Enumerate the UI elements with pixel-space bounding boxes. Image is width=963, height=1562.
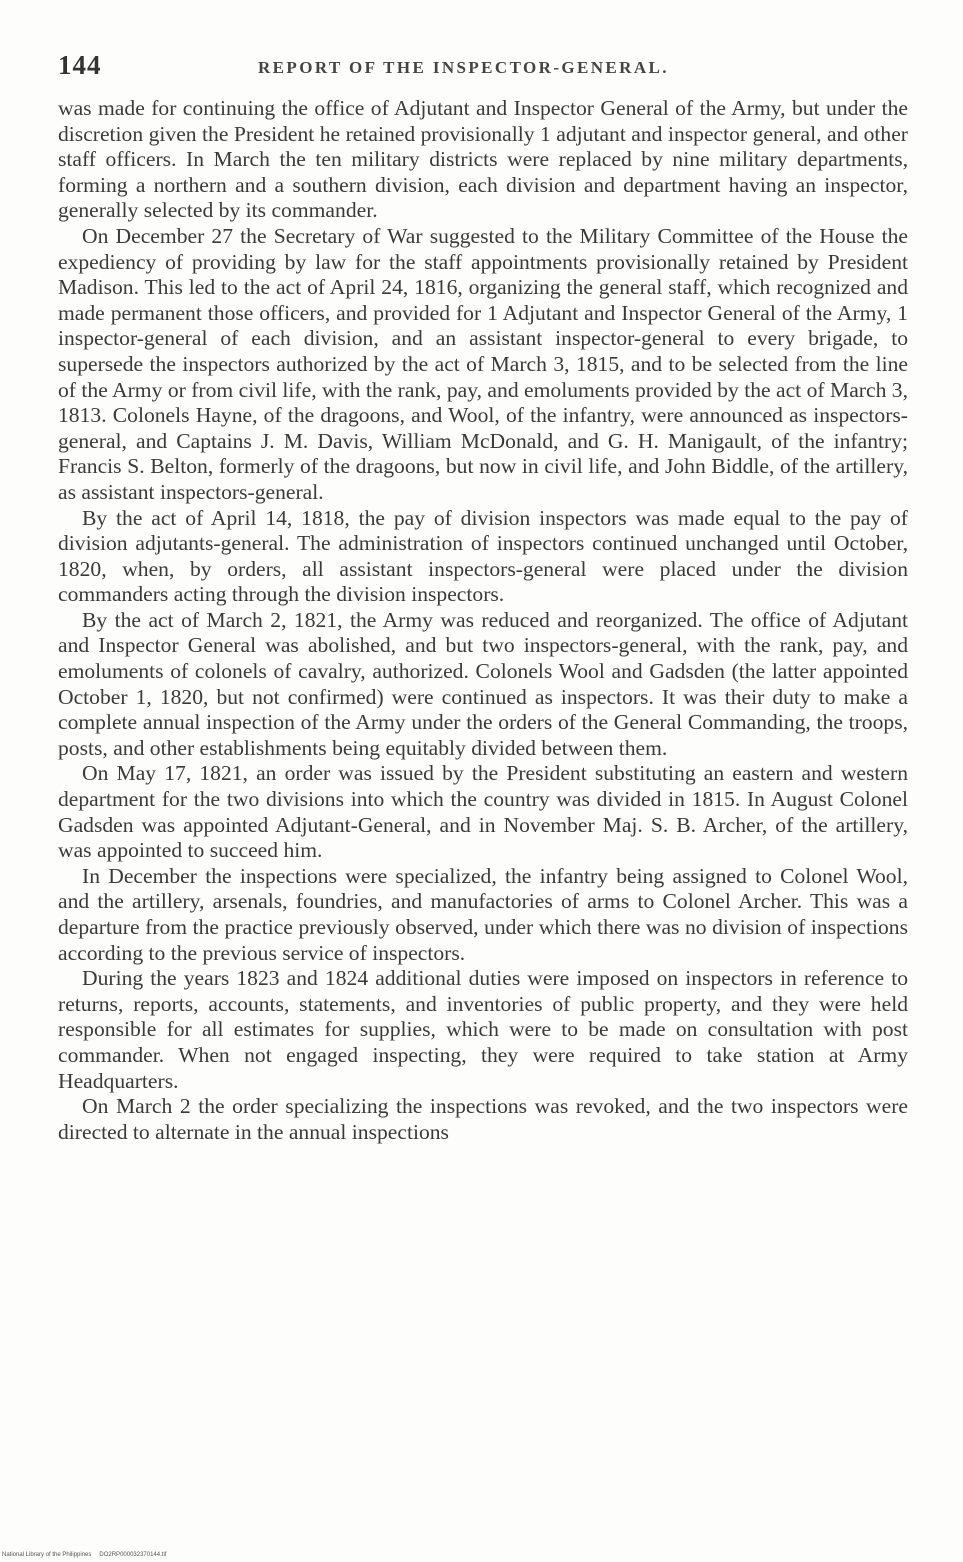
paragraph: On May 17, 1821, an order was issued by the President substituting an eastern and western department for the two divisions into which the country was divided in 1815. In August Colonel Gadsden was appointed Adjutant-General, and in November Maj. S. B. Archer, of the artillery, was appointed to succeed him. — [58, 761, 908, 863]
body-text — [58, 96, 908, 1145]
paragraph: By the act of April 14, 1818, the pay of division inspectors was made equal to the pay of division adjutants-general. The administration of inspectors continued unchanged until October, 1820, when, by orders, all assistant inspectors-general were placed under the division commanders acting through the division inspectors. — [58, 505, 908, 607]
page-number: 144 — [58, 50, 102, 80]
paragraph: was made for continuing the office of Adjutant and Inspector General of the Army, but under the discretion given the President he retained provisionally 1 adjutant and inspector general, and other staff officers. In March the ten military districts were replaced by nine military departments, forming a northern and a southern division, each division and department having an inspector, generally selected by its commander. — [58, 96, 908, 223]
paragraph: In December the inspections were specialized, the infantry being assigned to Colonel Wool, and the artillery, arsenals, foundries, and manufactories of arms to Colonel Archer. This was a departure from the practice previously observed, under which there was no division of inspections according to the previous service of inspectors. — [58, 863, 908, 965]
scan-footer — [2, 1551, 166, 1559]
library-credit: National Library of the Philippines — [2, 1552, 92, 1558]
page-header — [58, 50, 908, 86]
paragraph: On March 2 the order specializing the inspections was revoked, and the two inspectors were directed to alternate in the annual inspections — [58, 1094, 908, 1144]
paragraph: On December 27 the Secretary of War suggested to the Military Committee of the House the expediency of providing by law for the staff appointments provisionally retained by President Madison. This led to the act of April 24, 1816, organizing the general staff, which recognized and made permanent those officers, and provided for 1 Adjutant and Inspector General of the Army, 1 inspector-general of each division, and an assistant inspector-general to every brigade, to supersede the inspectors authorized by the act of March 3, 1815, and to be selected from the line of the Army or from civil life, with the rank, pay, and emoluments provided by the act of March 3, 1813. Colonels Hayne, of the dragoons, and Wool, of the infantry, were announced as inspectors-general, and Captains J. M. Davis, William McDonald, and G. H. Manigault, of the infantry; Francis S. Belton, formerly of the dragoons, but now in civil life, and John Biddle, of the artillery, as assistant inspectors-general. — [58, 223, 908, 504]
running-head: REPORT OF THE INSPECTOR-GENERAL. — [258, 58, 669, 77]
paragraph: During the years 1823 and 1824 additional duties were imposed on inspectors in reference to returns, reports, accounts, statements, and inventories of public property, and they were held responsible for all estimates for supplies, which were to be made on consultation with post commander. When not engaged inspecting, they were required to take station at Army Headquarters. — [58, 966, 908, 1093]
scan-id: DO2RP000032370144.tif — [99, 1552, 167, 1558]
paragraph: By the act of March 2, 1821, the Army was reduced and reorganized. The office of Adjutant and Inspector General was abolished, and but two inspectors-general, with the rank, pay, and emoluments of colonels of cavalry, authorized. Colonels Wool and Gadsden (the latter appointed October 1, 1820, but not confirmed) were continued as inspectors. It was their duty to make a complete annual inspection of the Army under the orders of the General Commanding, the troops, posts, and other establishments being equitably divided between them. — [58, 607, 908, 760]
